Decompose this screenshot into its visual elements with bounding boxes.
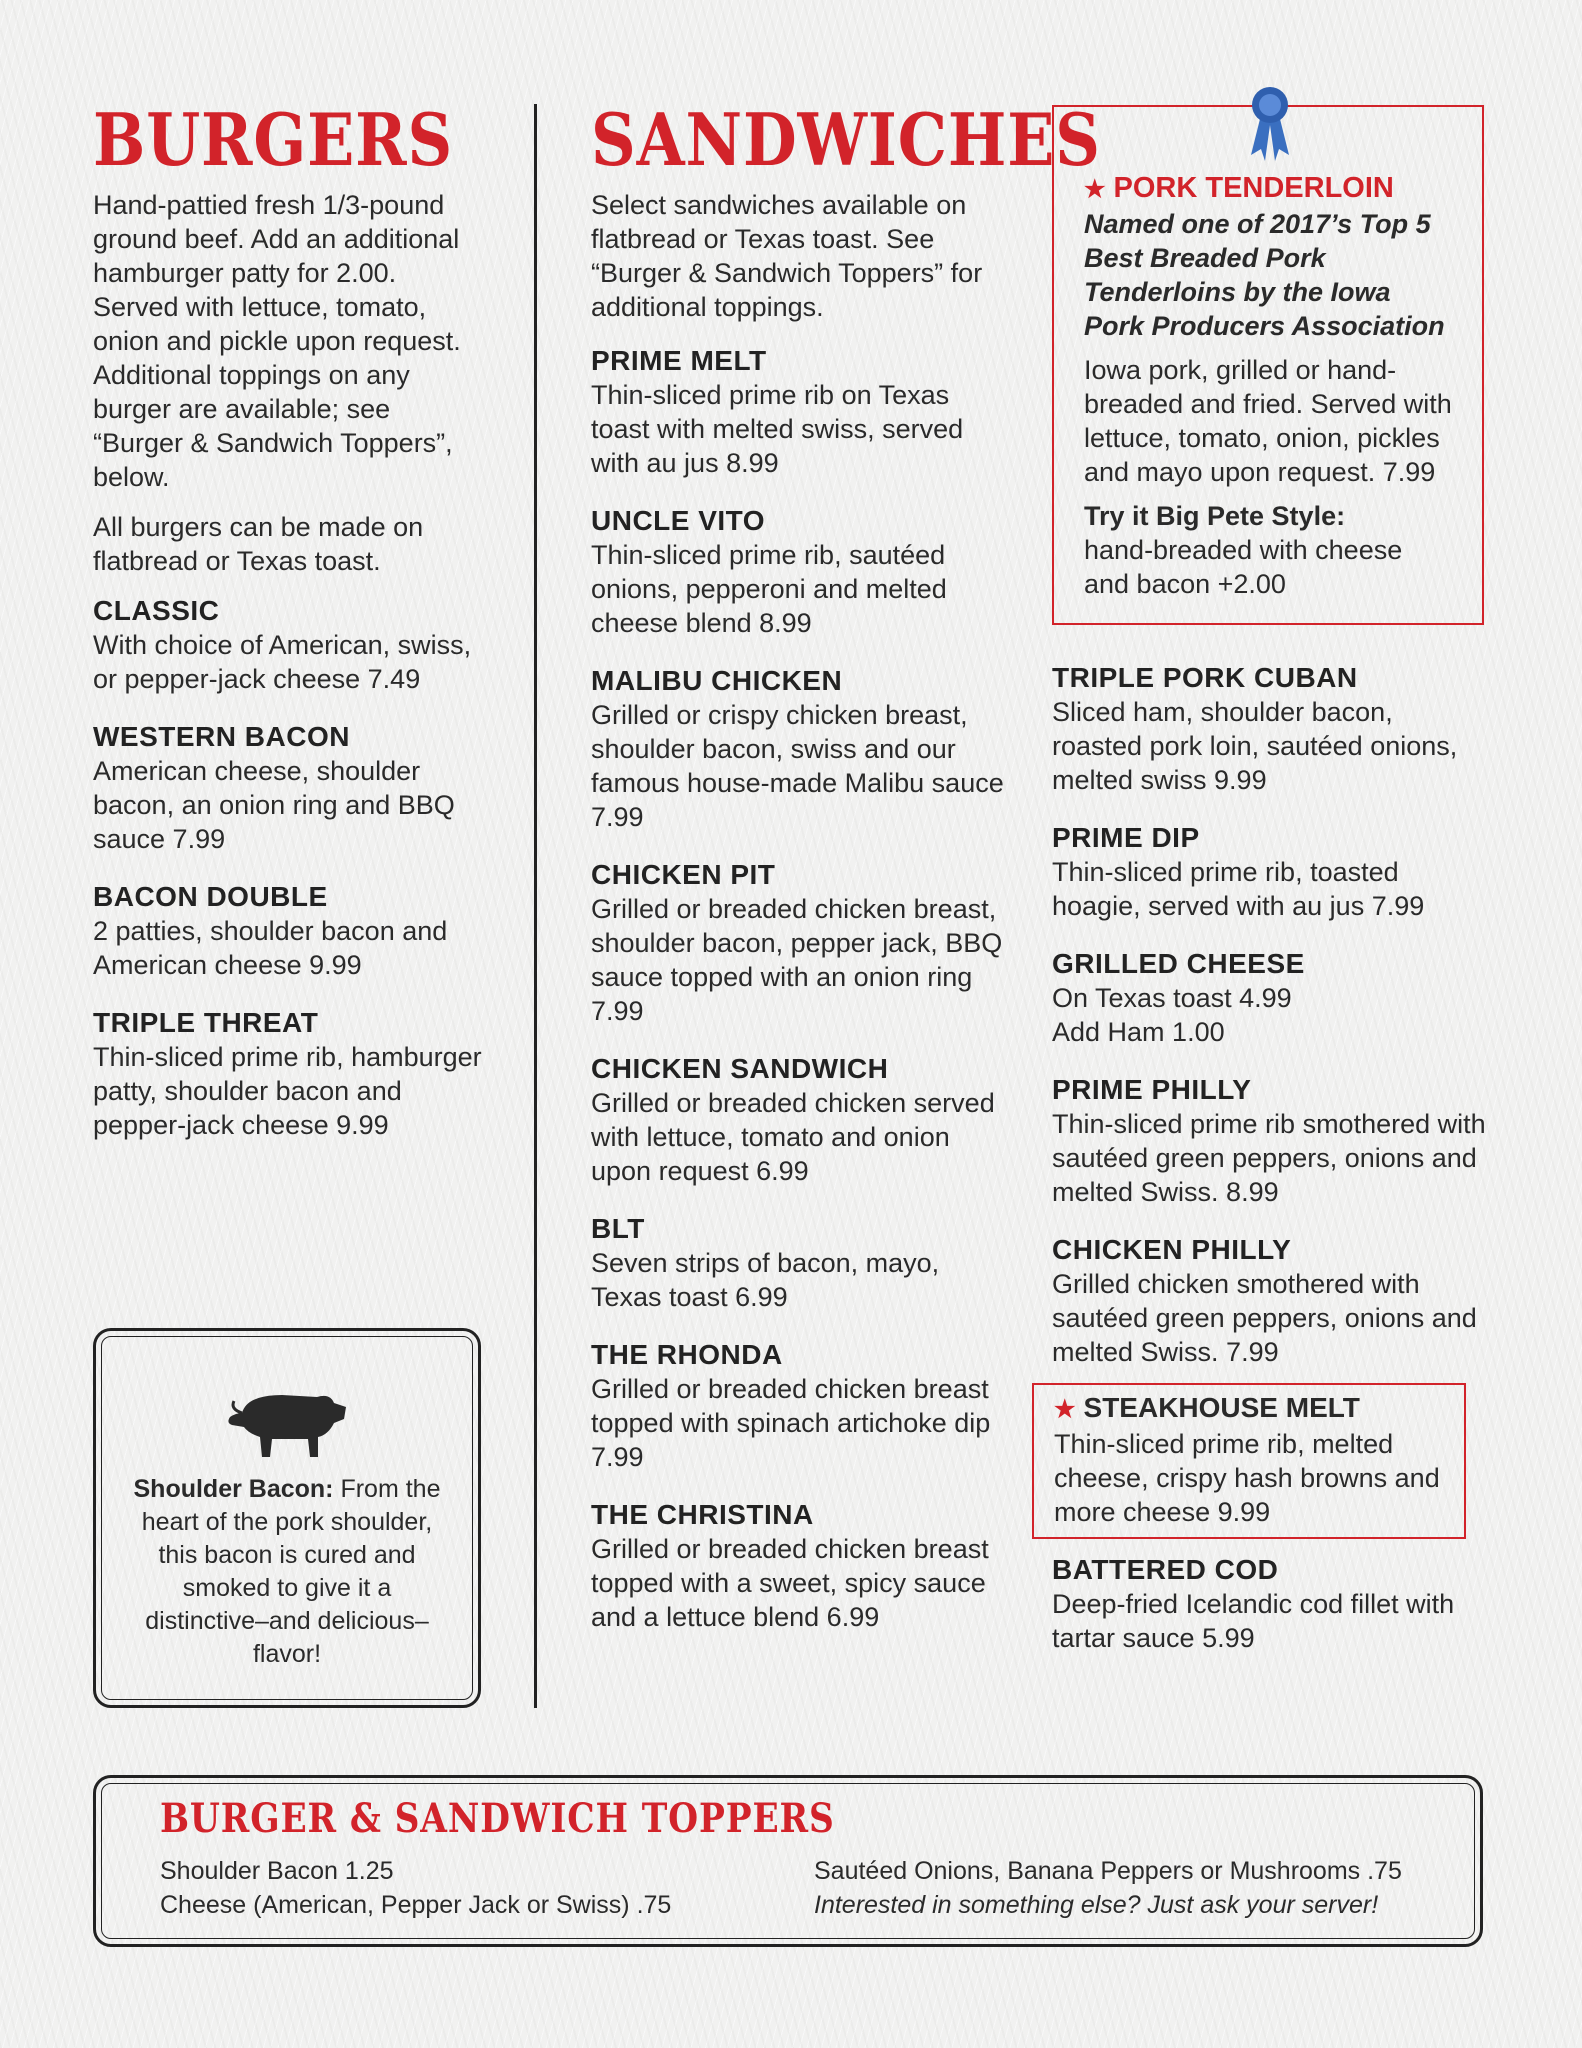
item-desc: Thin-sliced prime rib on Texas toast with melted swiss, served with au jus 8.99: [591, 380, 964, 478]
menu-item: [1052, 1233, 1488, 1369]
award-text: Named one of 2017’s Top 5 Best Breaded Pork Tenderloins by the Iowa Pork Producers Association: [1084, 209, 1445, 341]
item-name: BLT: [591, 1213, 645, 1244]
item-name: BACON DOUBLE: [93, 881, 328, 912]
menu-item: [1052, 1073, 1488, 1209]
item-name: THE CHRISTINA: [591, 1499, 814, 1530]
topper-note: Interested in something else? Just ask your server!: [814, 1891, 1379, 1919]
shoulder-bacon-label: Shoulder Bacon:: [133, 1475, 334, 1503]
toppers-title: BURGER & SANDWICH TOPPERS: [160, 1795, 835, 1842]
item-name: CHICKEN PIT: [591, 859, 776, 890]
right-items: [1052, 661, 1488, 1369]
item-desc: Thin-sliced prime rib, toasted hoagie, served with au jus 7.99: [1052, 857, 1425, 921]
menu-item: [591, 858, 1011, 1028]
item-name: [1054, 1391, 1446, 1427]
toppers-box: [93, 1775, 1483, 1947]
item-name: GRILLED CHEESE: [1052, 948, 1305, 979]
item-desc: Sliced ham, shoulder bacon, roasted pork loin, sautéed onions, melted swiss 9.99: [1052, 697, 1458, 795]
item-name: CHICKEN PHILLY: [1052, 1234, 1292, 1265]
shoulder-bacon-desc: From the heart of the pork shoulder, this bacon is cured and smoked to give it a distinctive–and delicious–flavor!: [141, 1475, 441, 1668]
menu-item: [591, 1212, 1011, 1314]
item-desc: Grilled or breaded chicken breast topped with a sweet, spicy sauce and a lettuce blend 6.99: [591, 1534, 989, 1632]
item-name: PRIME PHILLY: [1052, 1074, 1252, 1105]
burgers-note: All burgers can be made on flatbread or Texas toast.: [93, 512, 424, 576]
menu-item: [1052, 1553, 1488, 1655]
topper-line: Cheese (American, Pepper Jack or Swiss) .75: [160, 1891, 672, 1919]
big-pete-label: Try it Big Pete Style:: [1084, 501, 1346, 531]
steakhouse-name: STEAKHOUSE MELT: [1083, 1392, 1360, 1423]
column-divider: [534, 104, 537, 1708]
sandwiches-section: [591, 97, 1101, 1658]
steakhouse-melt-box: [1032, 1383, 1466, 1539]
menu-item: [93, 720, 493, 856]
item-name: CHICKEN SANDWICH: [591, 1053, 889, 1084]
big-pete-desc: hand-breaded with cheese and bacon +2.00: [1084, 535, 1403, 599]
item-name: THE RHONDA: [591, 1339, 783, 1370]
item-extra: Add Ham 1.00: [1052, 1017, 1225, 1047]
menu-item: [93, 880, 493, 982]
item-name: UNCLE VITO: [591, 505, 766, 536]
right-column: [1052, 105, 1488, 1679]
item-name: TRIPLE PORK CUBAN: [1052, 662, 1358, 693]
burgers-section: [93, 97, 493, 1708]
menu-item: [591, 1338, 1011, 1474]
sandwiches-intro: Select sandwiches available on flatbread or Texas toast. See “Burger & Sandwich Toppers” for additional toppings.: [591, 190, 983, 322]
menu-item: [1052, 947, 1488, 1049]
item-name: BATTERED COD: [1052, 1554, 1279, 1585]
blue-ribbon-icon: [1245, 85, 1295, 165]
burgers-intro: Hand-pattied fresh 1/3-pound ground beef. Add an additional hamburger patty for 2.00. Served with lettuce, tomato, onion and pickle upon request. Additional toppings on any burger are available; see “Burger & Sandwich Toppers”, below.: [93, 190, 461, 492]
star-icon: ★: [1054, 1396, 1076, 1423]
item-desc: Iowa pork, grilled or hand-breaded and fried. Served with lettuce, tomato, onion, pickles and mayo upon request. 7.99: [1084, 355, 1452, 487]
item-name: WESTERN BACON: [93, 721, 350, 752]
menu-item: [93, 594, 493, 696]
item-desc: Thin-sliced prime rib, melted cheese, crispy hash browns and more cheese 9.99: [1054, 1429, 1440, 1527]
menu-item: [591, 344, 1011, 480]
menu-item: [591, 1052, 1011, 1188]
item-desc: Thin-sliced prime rib smothered with sautéed green peppers, onions and melted Swiss. 8.99: [1052, 1109, 1486, 1207]
star-icon: ★: [1084, 176, 1106, 203]
item-name: TRIPLE THREAT: [93, 1007, 319, 1038]
pork-tenderloin-box: [1052, 105, 1484, 625]
item-desc: Deep-fried Icelandic cod fillet with tartar sauce 5.99: [1052, 1589, 1455, 1653]
item-desc: Thin-sliced prime rib, sautéed onions, pepperoni and melted cheese blend 8.99: [591, 540, 947, 638]
menu-item: [591, 664, 1011, 834]
item-desc: Thin-sliced prime rib, hamburger patty, shoulder bacon and pepper-jack cheese 9.99: [93, 1042, 482, 1140]
menu-item: [591, 1498, 1011, 1634]
menu-item: [93, 1006, 493, 1142]
item-desc: American cheese, shoulder bacon, an onion ring and BBQ sauce 7.99: [93, 756, 455, 854]
item-desc: Grilled or breaded chicken breast, shoulder bacon, pepper jack, BBQ sauce topped with an onion ring 7.99: [591, 894, 1003, 1026]
menu-item: [1052, 821, 1488, 923]
item-desc: Seven strips of bacon, mayo, Texas toast 6.99: [591, 1248, 940, 1312]
item-name: PRIME DIP: [1052, 822, 1200, 853]
burgers-title: BURGERS: [93, 97, 454, 182]
item-desc: On Texas toast 4.99: [1052, 983, 1292, 1013]
shoulder-bacon-box: [93, 1328, 481, 1708]
item-desc: 2 patties, shoulder bacon and American cheese 9.99: [93, 916, 448, 980]
item-desc: Grilled or breaded chicken breast topped with spinach artichoke dip 7.99: [591, 1374, 991, 1472]
item-desc: Grilled or breaded chicken served with lettuce, tomato and onion upon request 6.99: [591, 1088, 995, 1186]
item-name: PORK TENDERLOIN: [1113, 172, 1394, 204]
sandwiches-title: SANDWICHES: [591, 97, 1101, 182]
item-name: CLASSIC: [93, 595, 220, 626]
topper-line: Shoulder Bacon 1.25: [160, 1857, 394, 1885]
menu-item: [1052, 661, 1488, 797]
menu-item: [591, 504, 1011, 640]
pig-icon: [222, 1383, 352, 1463]
item-desc: Grilled or crispy chicken breast, shoulder bacon, swiss and our famous house-made Malibu sauce 7.99: [591, 700, 1004, 832]
pork-tenderloin-name: [1084, 171, 1452, 207]
item-desc: Grilled chicken smothered with sautéed green peppers, onions and melted Swiss. 7.99: [1052, 1269, 1477, 1367]
shoulder-bacon-text: [130, 1473, 444, 1671]
item-desc: With choice of American, swiss, or pepper-jack cheese 7.49: [93, 630, 472, 694]
topper-line: Sautéed Onions, Banana Peppers or Mushrooms .75: [814, 1857, 1402, 1885]
item-name: PRIME MELT: [591, 345, 767, 376]
item-name: MALIBU CHICKEN: [591, 665, 843, 696]
